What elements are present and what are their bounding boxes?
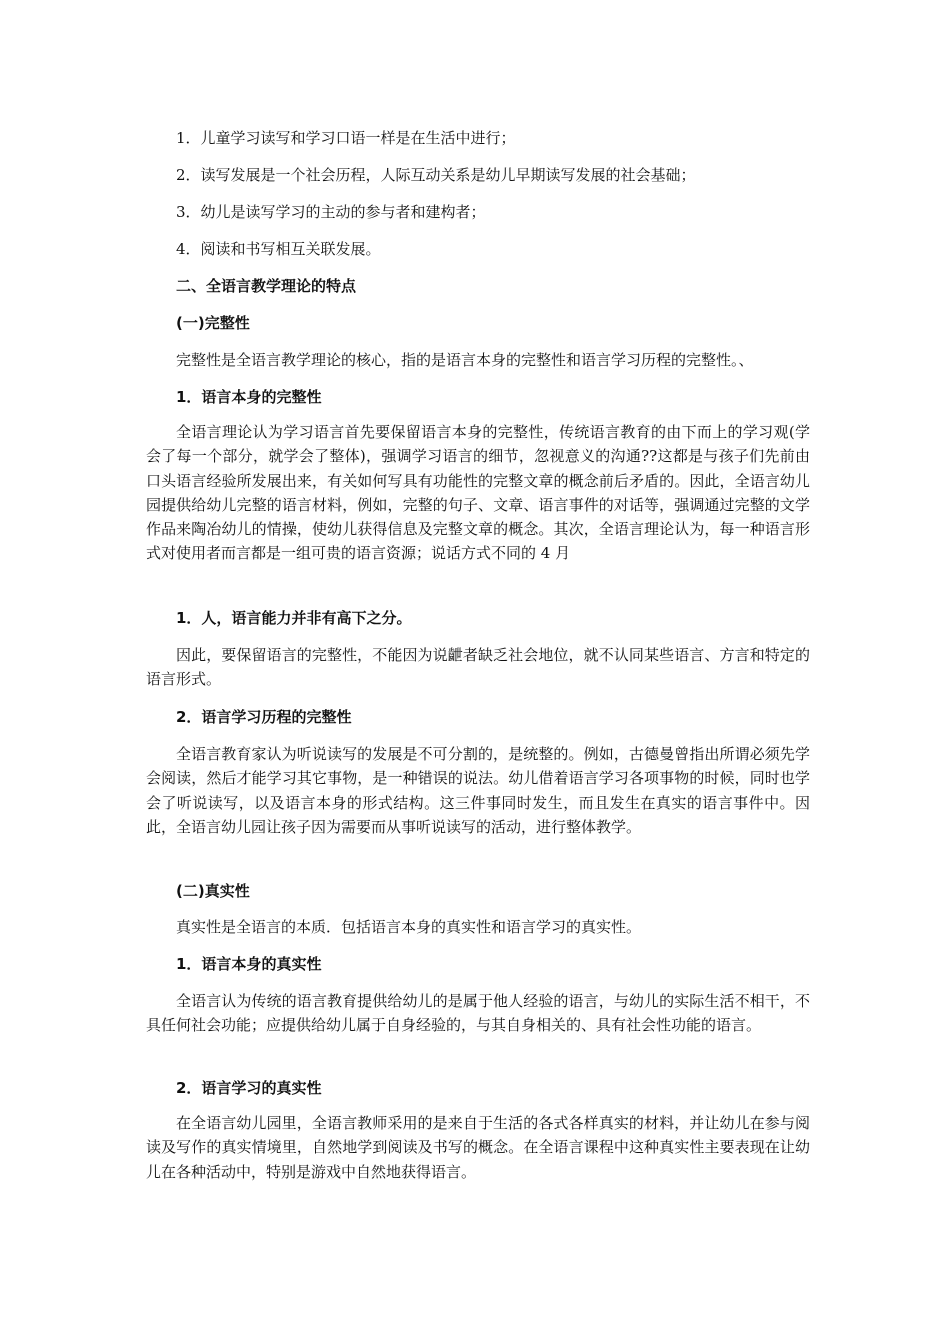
item-heading: 2．语言学习的真实性 <box>176 1079 322 1097</box>
paragraph: 因此，要保留语言的完整性，不能因为说齛者缺乏社会地位，就不认同某些语言、方言和特定的语言形式。 <box>146 646 810 689</box>
paragraph: 真实性是全语言的本质．包括语言本身的真实性和语言学习的真实性。 <box>176 918 642 936</box>
section-heading: 二、全语言教学理论的特点 <box>176 277 357 295</box>
item-heading: 1．人，语言能力并非有高下之分。 <box>176 609 412 627</box>
item-heading: 2．语言学习历程的完整性 <box>176 708 352 726</box>
item-heading: 1．语言本身的完整性 <box>176 388 322 406</box>
paragraph: 全语言认为传统的语言教育提供给幼儿的是属于他人经验的语言，与幼儿的实际生活不相干，不具任何社会功能；应提供给幼儿属于自身经验的，与其自身相关的、具有社会性功能的语言。 <box>146 992 810 1035</box>
list-item: 2．读写发展是一个社会历程，人际互动关系是幼儿早期读写发展的社会基础； <box>176 166 696 184</box>
item-heading: 1．语言本身的真实性 <box>176 955 322 973</box>
paragraph: 全语言教育家认为听说读写的发展是不可分割的，是统整的。例如，古德曼曾指出所谓必须先学会阅读，然后才能学习其它事物，是一种错误的说法。幼儿借着语言学习各项事物的时候，同时也学会了听说读写，以及语言本身的形式结构。这三件事同时发生，而且发生在真实的语言事件中。因此，全语言幼儿园让孩子因为需要而从事听说读写的活动，进行整体教学。 <box>146 745 810 836</box>
list-item: 1．儿童学习读写和学习口语一样是在生活中进行； <box>176 129 516 147</box>
subsection-heading: (一)完整性 <box>176 314 250 332</box>
list-item: 3．幼儿是读写学习的主动的参与者和建构者； <box>176 203 486 221</box>
subsection-heading: (二)真实性 <box>176 882 250 900</box>
list-item: 4．阅读和书写相互关联发展。 <box>176 240 381 258</box>
paragraph: 在全语言幼儿园里，全语言教师采用的是来自于生活的各式各样真实的材料，并让幼儿在参与阅读及写作的真实情境里，自然地学到阅读及书写的概念。在全语言课程中这种真实性主要表现在让幼儿在各种活动中，特别是游戏中自然地获得语言。 <box>146 1114 810 1181</box>
paragraph: 全语言理论认为学习语言首先要保留语言本身的完整性，传统语言教育的由下而上的学习观(学会了每一个部分，就学会了整体)，强调学习语言的细节，忽视意义的沟通??这都是与孩子们先前由口头语言经验所发展出来，有关如何写具有功能性的完整文章的概念前后矛盾的。因此，全语言幼儿园提供给幼儿完整的语言材料，例如，完整的句子、文章、语言事件的对话等，强调通过完整的文学作品来陶冶幼儿的情操，使幼儿获得信息及完整文章的概念。其次，全语言理论认为，每一种语言形式对使用者而言都是一组可贵的语言资源；说话方式不同的 4 月 <box>146 423 810 563</box>
paragraph: 完整性是全语言教学理论的核心，指的是语言本身的完整性和语言学习历程的完整性。、 <box>176 351 754 369</box>
